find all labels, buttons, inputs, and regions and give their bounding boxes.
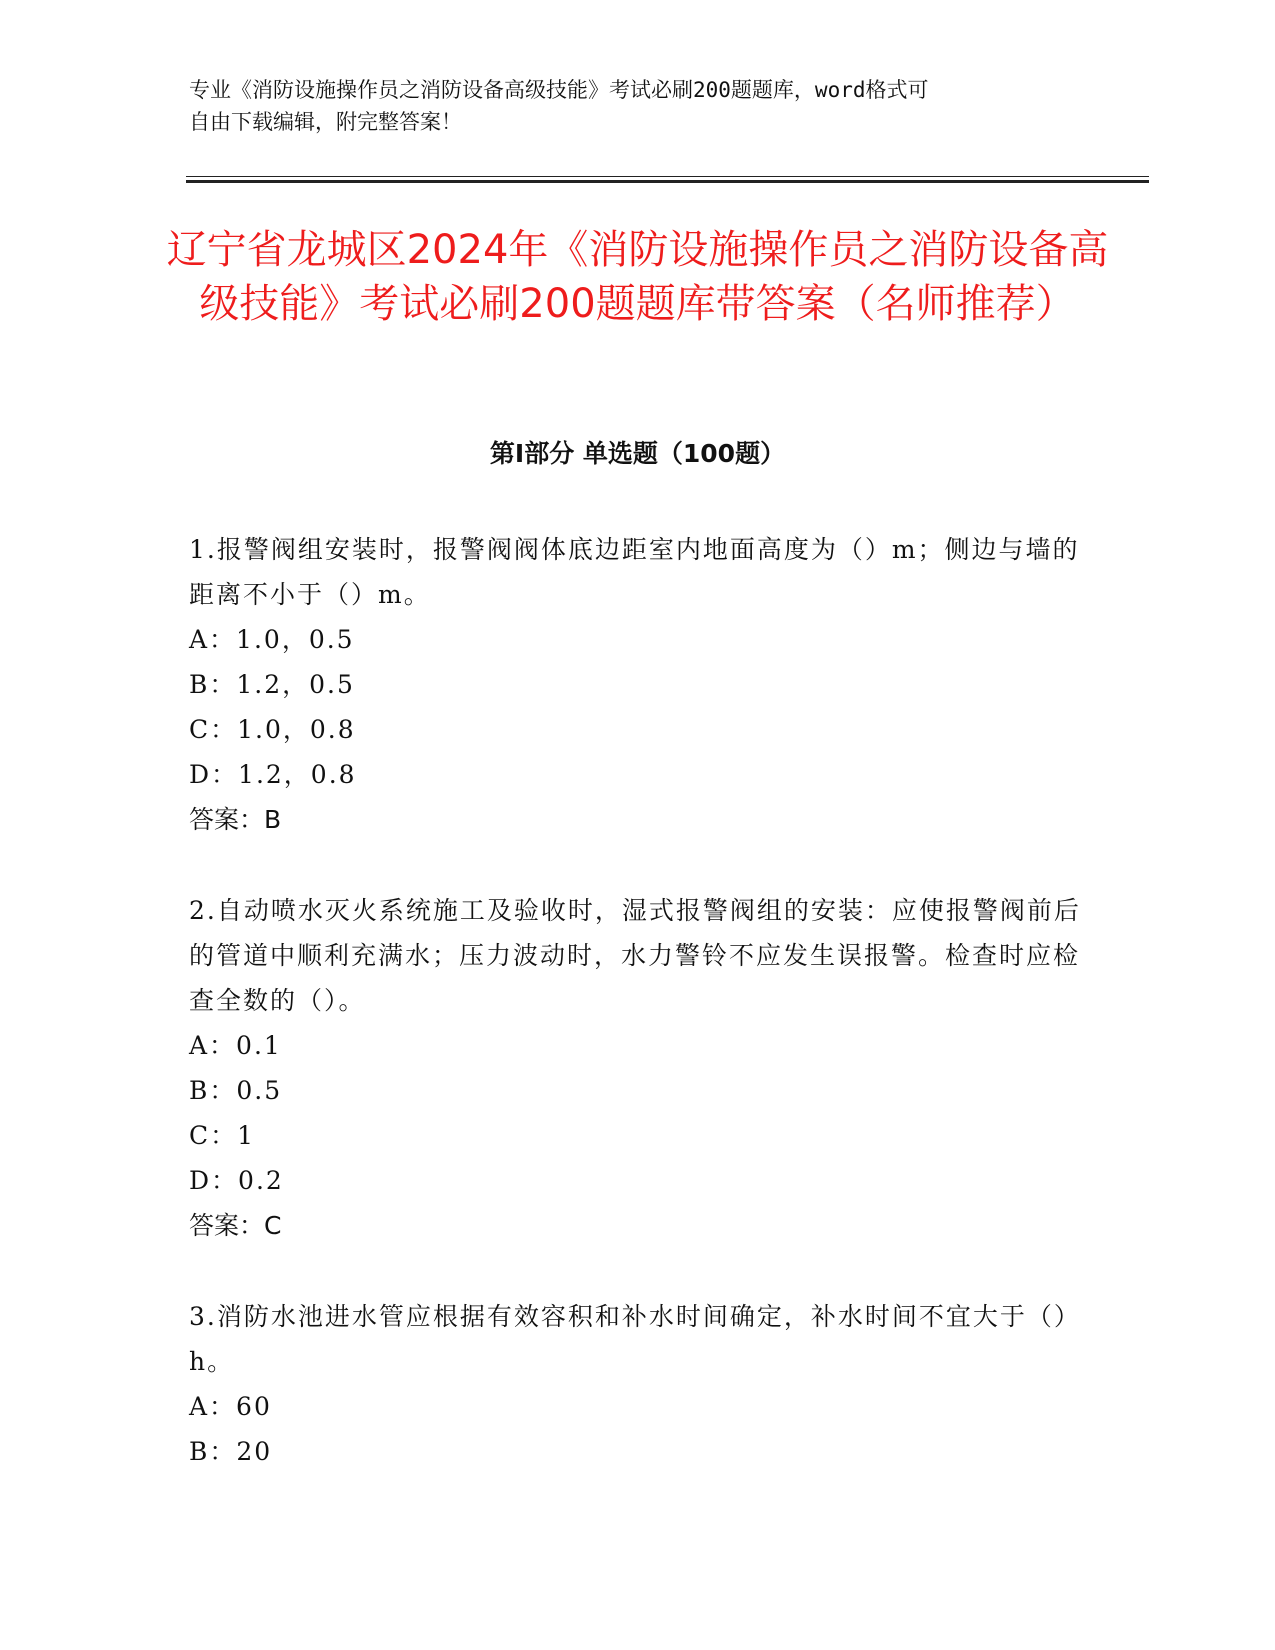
question-list (189, 527, 1089, 1520)
option-d: D：1.2，0.8 (189, 760, 357, 789)
document-title: 辽宁省龙城区2024年《消防设施操作员之消防设备高级技能》考试必刷200题题库带答案（名师推荐） (166, 227, 1109, 327)
option-a: A：1.0，0.5 (189, 625, 355, 654)
answer: 答案：C (189, 1211, 282, 1240)
header-rule-thin (186, 176, 1149, 177)
option-c: C：1 (189, 1121, 256, 1150)
option-b: B：20 (189, 1437, 273, 1466)
option-a: A：60 (189, 1392, 272, 1421)
section-title: 第Ⅰ部分 单选题（100题） (489, 439, 786, 468)
option-b: B：1.2，0.5 (189, 670, 355, 699)
question-2 (189, 888, 1089, 1248)
question-stem: 2.自动喷水灭火系统施工及验收时，湿式报警阀组的安装：应使报警阀前后的管道中顺利充满水；压力波动时，水力警铃不应发生误报警。检查时应检查全数的（）。 (189, 896, 1081, 1015)
question-stem: 1.报警阀组安装时，报警阀阀体底边距室内地面高度为（）m；侧边与墙的距离不小于（）m。 (189, 535, 1080, 609)
question-1 (189, 527, 1089, 842)
question-3 (189, 1294, 1089, 1474)
header-rule-thick (186, 180, 1149, 183)
header-note: 专业《消防设施操作员之消防设备高级技能》考试必刷200题题库，word格式可 自由下载编辑，附完整答案！ (189, 78, 929, 134)
question-stem: 3.消防水池进水管应根据有效容积和补水时间确定，补水时间不宜大于（）h。 (189, 1302, 1081, 1376)
option-b: B：0.5 (189, 1076, 283, 1105)
answer: 答案：B (189, 805, 282, 834)
option-a: A：0.1 (189, 1031, 282, 1060)
option-d: D：0.2 (189, 1166, 284, 1195)
option-c: C：1.0，0.8 (189, 715, 356, 744)
